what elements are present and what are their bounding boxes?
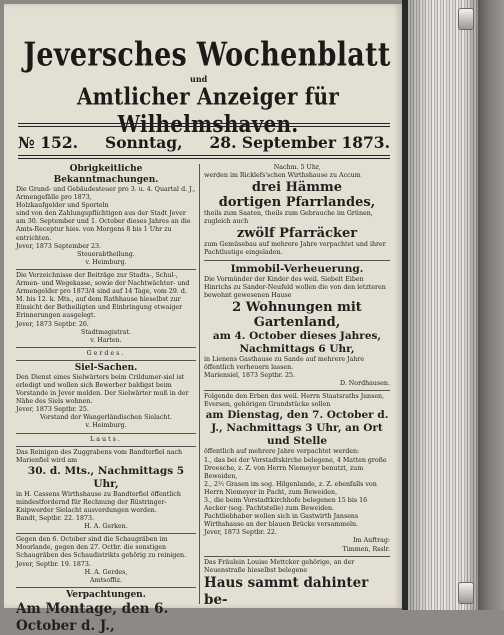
- masthead-connector: und: [190, 74, 208, 84]
- left-column-divider: [16, 269, 196, 270]
- right-column-paragraph: Folgende den Erben des weil. Herrn Staatsraths Jansen, Eversen, gehörigen Grundstücke sollen: [204, 393, 385, 409]
- masthead-subtitle: Amtlicher Anzeiger für Wilhelmshaven.: [76, 82, 340, 138]
- right-column-paragraph: 1., das bei der Vorstadtskirche belegene, 4 Matten große Dreesche, z. Z. von Herrn Niemeyer benutzt, zum Beweiden,: [204, 456, 387, 480]
- page-edges-shading: [408, 0, 478, 610]
- right-column-paragraph: drei Hämme: [251, 180, 343, 196]
- right-column-paragraph: Das Fräulein Louise Mettcker gehörige, an der Neuenstraße hieselbst belegene: [204, 558, 355, 574]
- left-column-divider: [16, 446, 196, 447]
- left-column-paragraph: Amtsoffiz.: [90, 576, 122, 584]
- right-column-paragraph: Haus sammt dahinter be-: [204, 574, 369, 608]
- right-column-paragraph: öffentlich auf mehrere Jahre verpachtet werden:: [204, 448, 360, 456]
- left-column-divider: [16, 433, 196, 434]
- left-column-paragraph: Vorstand der Wangerländischen Sielacht.: [39, 414, 173, 422]
- right-column-paragraph: D. Nordhausen.: [339, 380, 390, 388]
- left-column-paragraph: in H. Cassens Wirthshause zu Bandterfiel öffentlich mindestfordernd für Rechnung der Rüstringer-Knipwerder Sielacht ausverdungen werden.: [16, 490, 181, 514]
- left-column-paragraph: Lauts.: [90, 435, 122, 443]
- book-cover-edge: [478, 0, 504, 610]
- issue-rule: [18, 155, 390, 156]
- left-column-divider: [16, 360, 196, 361]
- left-column-paragraph: sind von den Zahlungspflichtigen aus der Stadt Jever am 30. September und 1. October dieses Jahres an die Amts-Receptur hies. von Morgens 8 bis 1 Uhr zu entrichten.: [16, 210, 191, 242]
- left-column-paragraph: Verpachtungen.: [66, 589, 146, 600]
- right-column-paragraph: dortigen Pfarrlandes,: [218, 195, 376, 211]
- newspaper-page: [4, 4, 402, 634]
- right-column-paragraph: Timmen, Rsslr.: [342, 545, 390, 553]
- issue-weekday: Sonntag,: [105, 133, 183, 152]
- binder-clip-top: [458, 8, 474, 30]
- left-column-paragraph: Die Grund- und Gebäudesteuer pro 3. u. 4. Quartal d. J.,: [16, 186, 196, 193]
- right-column-paragraph: Im Auftrag:: [353, 537, 390, 545]
- left-column-paragraph: v. Heimburg.: [85, 422, 127, 430]
- left-column-paragraph: Jever, 1873 Septbr. 25.: [16, 406, 89, 414]
- left-column-paragraph: Stadtmagistrat.: [81, 328, 131, 336]
- left-column-paragraph: Bandt, Septbr. 22. 1873.: [16, 515, 94, 523]
- right-column-divider: [204, 390, 390, 391]
- right-column-paragraph: Die Vormünder der Kinder des weil. Siebelt Eiben Hinrichs zu Sander-Neufeld wollen die von den letzteren bewohnt gewesenen Hause: [204, 275, 386, 299]
- left-column-paragraph: Siel-Sachen.: [74, 362, 138, 373]
- left-column-paragraph: Jever, Septbr. 19. 1873.: [16, 560, 91, 568]
- left-column-paragraph: Jever, 1873 September 23.: [16, 242, 101, 250]
- left-column-paragraph: Steuerabtheilung.: [77, 250, 135, 258]
- left-column-paragraph: Holzkaufgelder und Sporteln: [16, 202, 109, 210]
- left-column-paragraph: H. A. Gerdes,: [84, 568, 128, 576]
- left-column-paragraph: v. Heimburg.: [85, 258, 127, 266]
- left-column: [16, 164, 196, 635]
- right-column-paragraph: Nachm. 5 Uhr,: [273, 164, 321, 171]
- left-column-paragraph: Gerdes.: [86, 349, 126, 357]
- column-separator: [199, 164, 200, 604]
- masthead-title: Jeversches Wochenblatt: [23, 36, 391, 75]
- left-column-divider: [16, 587, 196, 588]
- top-rule: [18, 123, 390, 124]
- right-column-divider: [204, 260, 390, 261]
- left-column-paragraph: Am Montage, den 6. October d. J.,: [16, 600, 169, 634]
- right-column-paragraph: zwölf Pfarräcker: [236, 226, 358, 242]
- left-column-paragraph: Das Reinigen des Zuggrabens vom Bandterfiel nach Marienfiel wird am: [16, 448, 183, 464]
- left-column-paragraph: Die Verzeichnisse der Beiträge zur Stadts-, Schul-, Armen- und Wegekasse, sowie der Nachtwächter- und Armengelder pro 1873/4 sind auf 14 Tage, vom 29. d. M. bis 12. k. Mts., auf dem Rathhause hieselbst zur Einsicht der Betheiligten und Einbringung etwaiger Erinnerungen ausgelegt.: [16, 271, 190, 320]
- right-column-paragraph: 2., 2½ Grasen im sog. Hilgenlande, z. Z. ebenfalls von Herrn Niemeyer in Pacht, zum Beweiden,: [204, 480, 377, 496]
- issue-line: [18, 133, 390, 152]
- right-column-paragraph: in Lienens Gasthause zu Sande auf mehrere Jahre öffentlich verheuern lassen.: [204, 355, 365, 371]
- left-column-paragraph: Armengefälle pro 1873,: [16, 194, 92, 202]
- left-column-divider: [16, 533, 196, 534]
- left-column-paragraph: Gegen den 6. October sind die Schaugräben im Moorlande, gegen den 27. Octbr. die sonstigen Schaugräben des Schaudistrikts gehörig zu reinigen.: [16, 536, 187, 560]
- left-column-paragraph: Jever, 1873 Septbr. 26.: [16, 320, 89, 328]
- left-column-paragraph: Den Dienst eines Sielwärters beim Crildumer-siel ist erledigt und wollen sich Bewerber baldigst beim Vorstande in Jever melden. Der Sielwärter muß in der Nähe des Siels wohnen.: [16, 373, 189, 406]
- right-column-paragraph: theils zum Saaten, theils zum Gebrauche im Grünen, zugleich auch: [204, 210, 373, 226]
- right-column-paragraph: zum Gemüsebau auf mehrere Jahre verpachtet und ihrer Pachtlustige eingeladen.: [204, 241, 386, 257]
- right-column-paragraph: Pachtliebhaber wollen sich in Gastwirth Jansens Wirthshause an der blauen Brücke versammeln.: [204, 513, 359, 529]
- left-column-divider: [16, 347, 196, 348]
- right-column-paragraph: Mariensiel, 1873 Septbr. 25.: [204, 372, 295, 380]
- right-column-paragraph: werden im Ricklefs'schen Wirthshause zu Accum: [204, 172, 361, 180]
- right-column-divider: [204, 556, 390, 557]
- top-rule-thin: [18, 126, 390, 127]
- issue-rule-thin: [18, 158, 390, 159]
- right-column: [204, 164, 390, 609]
- right-column-paragraph: Jever, 1873 Septbr. 22.: [204, 529, 277, 537]
- right-column-paragraph: am 4. October dieses Jahres, Nachmittags 6 Uhr,: [212, 329, 382, 355]
- left-column-paragraph: Obrigkeitliche Bekanntmachungen.: [53, 164, 159, 185]
- issue-date: 28. September 1873.: [209, 133, 390, 152]
- binder-clip-bottom: [458, 582, 474, 604]
- right-column-paragraph: am Dienstag, den 7. October d. J., Nachmittags 3 Uhr, an Ort und Stelle: [205, 409, 389, 448]
- right-column-paragraph: 3., die beim Vorstadtkirchhofe belegenen 15 bis 16 Aecker (sog. Pachtstelle) zum Beweiden.: [204, 496, 368, 513]
- right-column-paragraph: 2 Wohnungen mit Gartenland,: [232, 299, 362, 330]
- left-column-paragraph: v. Harten.: [90, 336, 122, 344]
- right-column-paragraph: Immobil-Verheuerung.: [230, 262, 364, 275]
- left-column-paragraph: H. A. Gerken.: [84, 523, 128, 531]
- left-column-paragraph: 30. d. Mts., Nachmittags 5 Uhr,: [27, 464, 185, 490]
- issue-number: № 152.: [18, 133, 78, 152]
